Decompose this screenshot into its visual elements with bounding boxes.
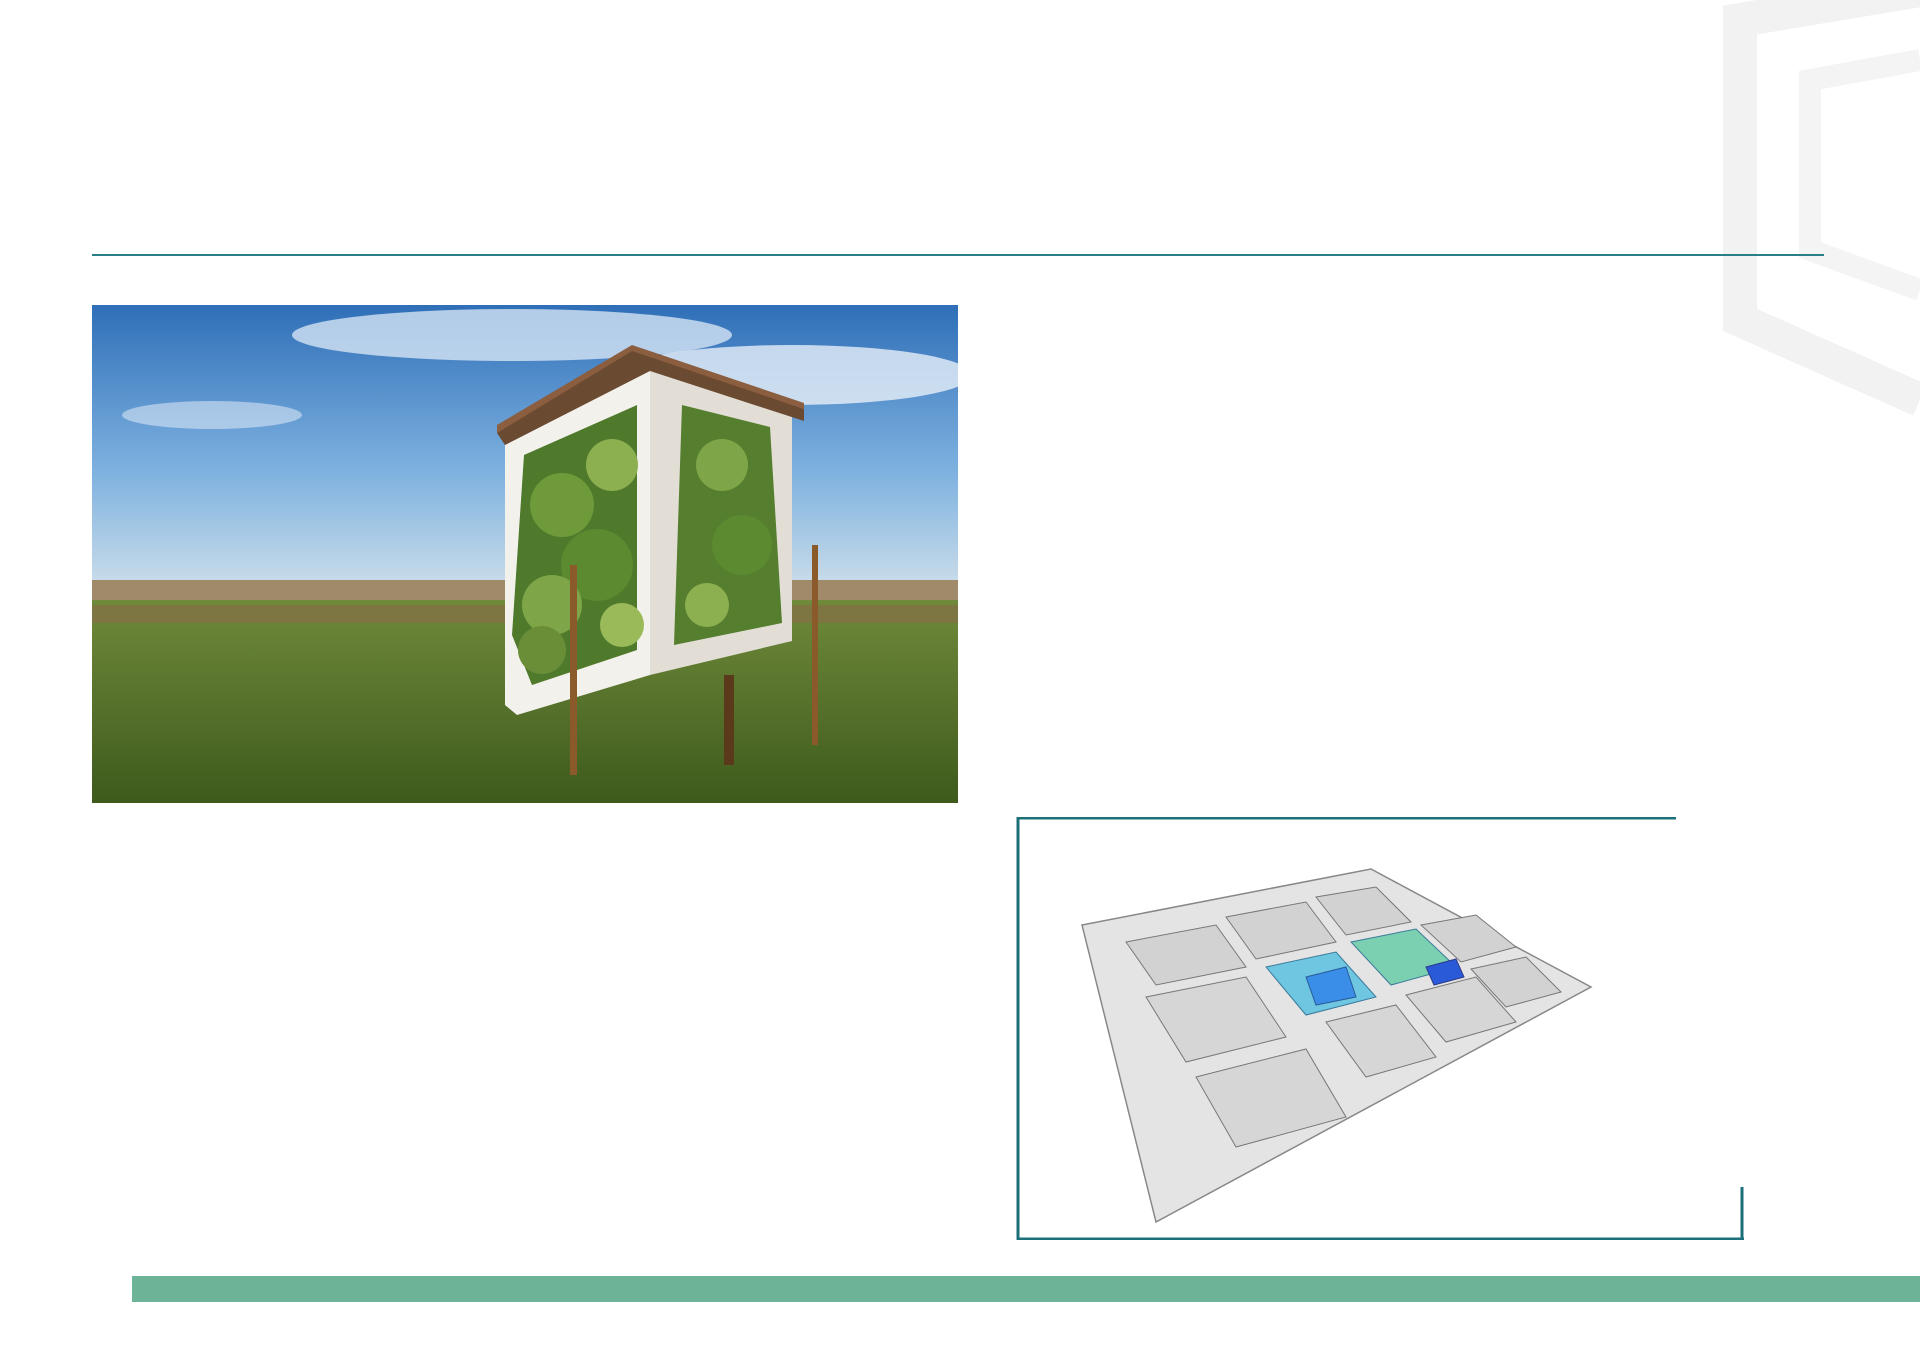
simulation-bullet-list (92, 876, 958, 1002)
title-divider (92, 254, 1824, 256)
list-item (92, 876, 958, 918)
list-item (92, 960, 958, 1002)
footer-bar (132, 1276, 1920, 1302)
simulation-figure (1016, 817, 1744, 1240)
test-site-photo (92, 305, 958, 803)
list-item (92, 918, 958, 960)
decorative-chevron-graphic (1660, 0, 1920, 420)
simulation-section (92, 850, 958, 1002)
test-sites-section (1052, 318, 1872, 352)
